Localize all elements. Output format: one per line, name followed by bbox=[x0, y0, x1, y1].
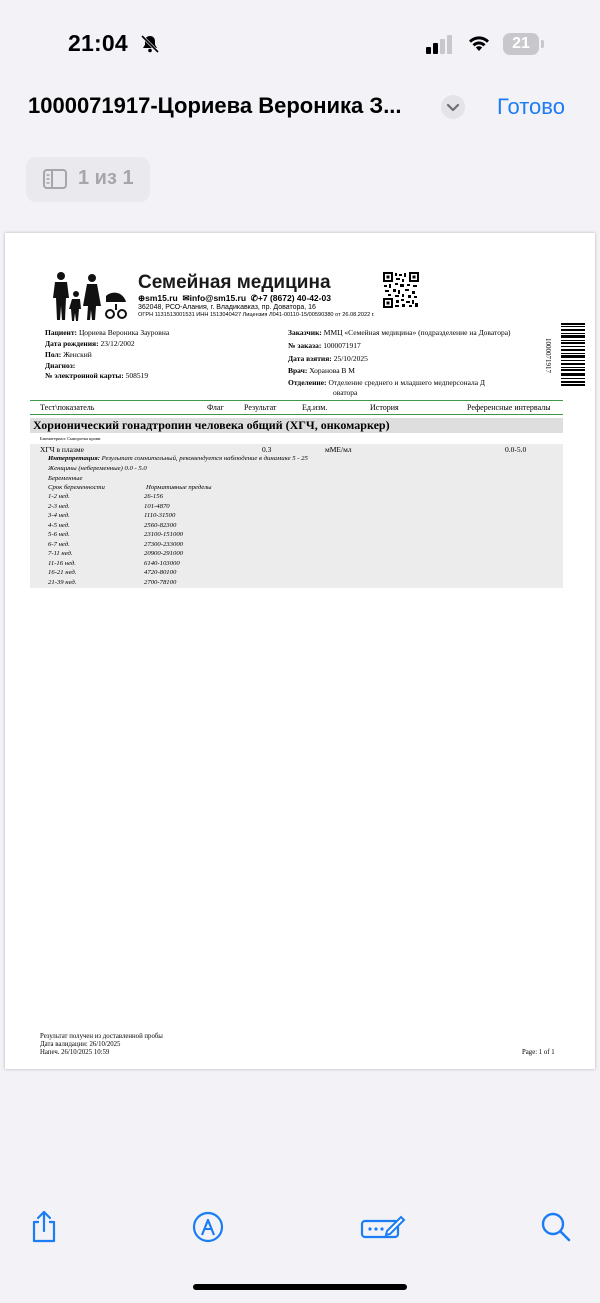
norm-row bbox=[48, 569, 248, 579]
order-number-label: № заказа: bbox=[288, 341, 322, 350]
patient-diagnosis-label: Диагноз: bbox=[45, 361, 76, 370]
clinic-registration: ОГРН 1131513001531 ИНН 1513040427 Лицензия Л041-00110-15/00590380 от 26.08.2022 г. bbox=[138, 312, 375, 318]
col-history: История bbox=[370, 403, 399, 412]
patient-card-label: № электронной карты: bbox=[45, 371, 124, 380]
clinic-phone: +7 (8672) 40-42-03 bbox=[257, 293, 331, 303]
signature-icon[interactable] bbox=[360, 1210, 406, 1244]
battery-level: 21 bbox=[512, 35, 530, 52]
patient-sex-label: Пол: bbox=[45, 350, 62, 359]
test-reference: 0.0-5.0 bbox=[505, 445, 527, 454]
cellular-signal-icon bbox=[426, 34, 454, 54]
patient-sex-row bbox=[45, 350, 92, 359]
patient-sex: Женский bbox=[63, 350, 92, 359]
norm-term: 1-2 нед. bbox=[48, 493, 70, 500]
interpretation-text: Результат сомнительный, рекомендуется наблюдение в динамике 5 - 25 bbox=[101, 455, 308, 462]
order-doctor-label: Врач: bbox=[288, 366, 308, 375]
norm-term: 3-4 нед. bbox=[48, 512, 70, 519]
search-icon[interactable] bbox=[540, 1210, 572, 1244]
markup-icon[interactable] bbox=[192, 1210, 224, 1244]
norm-range: 101-4870 bbox=[144, 502, 170, 510]
norm-row bbox=[48, 493, 248, 503]
norm-term: 11-16 нед. bbox=[48, 559, 76, 567]
norm-term: 4-5 нед. bbox=[48, 521, 70, 529]
col-norm: Нормативные пределы bbox=[146, 484, 212, 491]
order-doctor: Хоранова В М bbox=[309, 366, 355, 375]
share-icon[interactable] bbox=[28, 1210, 60, 1244]
norm-row bbox=[48, 560, 248, 570]
norm-term: 6-7 нед. bbox=[48, 540, 70, 548]
globe-icon: ⊕ bbox=[138, 293, 146, 303]
mail-icon: ✉ bbox=[182, 293, 190, 303]
norm-term: 2-3 нед. bbox=[48, 502, 70, 510]
wifi-icon bbox=[466, 33, 492, 53]
bell-slash-icon bbox=[140, 34, 160, 54]
patient-dob: 23/12/2002 bbox=[100, 339, 135, 348]
norm-term: 21-39 нед. bbox=[48, 578, 77, 586]
footer-page: Page: 1 of 1 bbox=[522, 1049, 555, 1056]
patient-diagnosis-row bbox=[45, 361, 75, 370]
norm-term: 7-11 нед. bbox=[48, 550, 73, 557]
phone-icon: ✆ bbox=[250, 293, 258, 303]
norm-term: 5-6 нед. bbox=[48, 531, 70, 538]
page-indicator[interactable] bbox=[26, 157, 150, 202]
norm-range: 2700-78100 bbox=[144, 578, 177, 586]
norm-range: 20900-291000 bbox=[144, 550, 184, 557]
document-title: 1000071917-Цориева Вероника З... bbox=[28, 93, 402, 118]
clinic-email: info@sm15.ru bbox=[189, 293, 247, 303]
interpretation-label: Интерпретация: bbox=[48, 455, 100, 462]
norm-term: 16-21 нед. bbox=[48, 569, 77, 576]
sidebar-icon bbox=[43, 169, 67, 189]
order-date-label: Дата взятия: bbox=[288, 354, 332, 363]
clinic-contacts bbox=[138, 293, 331, 304]
battery-icon bbox=[503, 33, 545, 55]
patient-dob-label: Дата рождения: bbox=[45, 339, 99, 348]
col-result: Результат bbox=[244, 403, 277, 412]
norm-range: 26-156 bbox=[144, 493, 163, 500]
order-customer-label: Заказчик: bbox=[288, 328, 322, 337]
col-test: Тест\показатель bbox=[40, 403, 95, 412]
norm-range: 23100-151000 bbox=[144, 531, 184, 538]
barcode-number: 1000071917 bbox=[544, 338, 552, 373]
norm-range: 2560-82300 bbox=[144, 521, 177, 529]
norm-row bbox=[48, 522, 248, 532]
order-dept: Отделение среднего и младшего медперсонала Д bbox=[328, 378, 486, 387]
clinic-site: sm15.ru bbox=[145, 293, 178, 303]
norm-range: 6140-103000 bbox=[144, 559, 180, 567]
order-dept-label: Отделение: bbox=[288, 378, 327, 387]
order-date: 25/10/2025 bbox=[333, 354, 368, 363]
norm-range: 4720-80100 bbox=[144, 569, 177, 576]
norm-row bbox=[48, 541, 248, 551]
done-button[interactable]: Готово bbox=[497, 94, 565, 119]
norm-row bbox=[48, 579, 248, 589]
footer-printed: Напеч. 26/10/2025 10:59 bbox=[40, 1049, 110, 1056]
barcode-icon bbox=[561, 323, 585, 386]
results-table-header bbox=[30, 400, 563, 415]
norms-list bbox=[48, 493, 248, 588]
footer-note: Результат получен из доставленной пробы bbox=[40, 1033, 163, 1040]
norm-row bbox=[48, 512, 248, 522]
family-logo-icon bbox=[50, 270, 130, 322]
order-number-row bbox=[288, 341, 361, 350]
patient-dob-row bbox=[45, 339, 135, 348]
order-date-row bbox=[288, 354, 368, 363]
col-flag: Флаг bbox=[207, 403, 224, 412]
status-time: 21:04 bbox=[68, 30, 128, 56]
page-count: 1 из 1 bbox=[78, 167, 134, 189]
test-unit: мМЕ/мл bbox=[325, 445, 352, 454]
chevron-down-icon[interactable] bbox=[441, 95, 465, 119]
norm-range: 27300-233000 bbox=[144, 540, 184, 548]
norm-range: 1110-31500 bbox=[144, 512, 176, 519]
order-customer: ММЦ «Семейная медицина» (подразделение на Доватора) bbox=[323, 328, 511, 337]
order-dept-cont: оватора bbox=[333, 388, 358, 397]
section-title: Хорионический гонадтропин человека общий (ХГЧ, онкомаркер) bbox=[30, 418, 563, 433]
qr-code-icon bbox=[383, 272, 419, 308]
women-nonpregnant: Женщины (небеременные) 0.0 - 5.0 bbox=[48, 465, 147, 472]
norm-row bbox=[48, 503, 248, 513]
home-indicator[interactable] bbox=[193, 1284, 407, 1290]
patient-name-row bbox=[45, 328, 169, 337]
clinic-name: Семейная медицина bbox=[138, 272, 331, 293]
footer-validation: Дата валидации: 26/10/2025 bbox=[40, 1041, 121, 1048]
col-unit: Ед.изм. bbox=[302, 403, 328, 412]
test-name: ХГЧ в плазме bbox=[40, 445, 84, 454]
patient-name-label: Пациент: bbox=[45, 328, 78, 337]
clinic-address: 362048, РСО-Алания, г. Владикавказ, пр. Доватора, 16 bbox=[138, 304, 316, 311]
patient-card-row bbox=[45, 371, 148, 380]
norm-row bbox=[48, 550, 248, 560]
patient-card: 508519 bbox=[125, 371, 149, 380]
test-result: 0.3 bbox=[262, 445, 272, 454]
biomaterial: Биоматериал: Сыворотка крови bbox=[40, 436, 101, 441]
order-number: 1000071917 bbox=[323, 341, 361, 350]
interpretation bbox=[48, 455, 308, 462]
norm-row bbox=[48, 531, 248, 541]
col-term: Срок беременности bbox=[48, 484, 105, 491]
order-dept-row bbox=[288, 378, 485, 387]
col-reference: Референсные интервалы bbox=[467, 403, 551, 412]
patient-name: Цориева Вероника Зауровна bbox=[78, 328, 170, 337]
order-customer-row bbox=[288, 328, 511, 337]
order-doctor-row bbox=[288, 366, 355, 375]
pregnant-label: Беременные bbox=[48, 475, 83, 482]
